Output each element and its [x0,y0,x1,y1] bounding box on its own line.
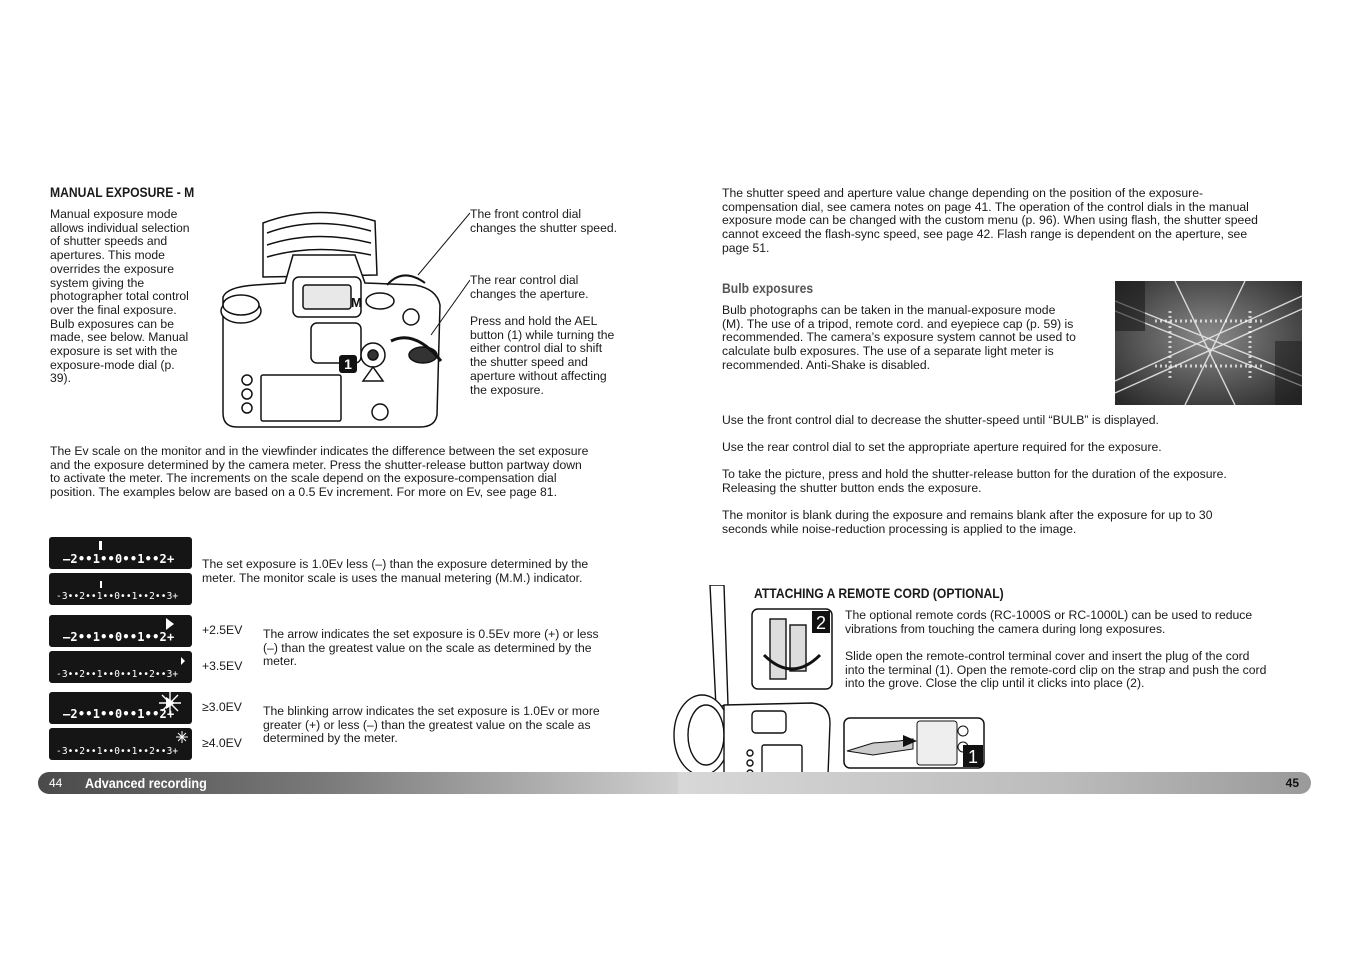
ev-scale-digits: -3••2••1••0••1••2••3+ [56,669,179,680]
ev-scale-paragraph: The Ev scale on the monitor and in the viewfinder indicates the difference between the set exposure and the exposure determined by the camera meter. Press the shutter-release button partway down to activate the meter. The increments on the scale depend on the exposure-compensation dial position. The examples below are based on a 0.5 Ev increment. For more on Ev, see page 81. [50,444,589,500]
viewfinder-ev-scale-arrow [49,615,192,647]
page-number-45: 45 [1285,776,1299,790]
ev-value-label: +2.5EV [202,623,243,637]
example-3-description: The blinking arrow indicates the set exposure is 1.0Ev or more greater (+) or less (–) than the greatest value on the scale as determined by the meter. [263,704,600,746]
bulb-step-2: Use the rear control dial to set the appropriate aperture required for the exposure. [722,440,1162,454]
remote-terminal-inset [843,717,985,769]
step-badge-1: 1 [344,356,352,372]
section-heading-manual-exposure: MANUAL EXPOSURE - M [50,185,195,200]
monitor-ev-scale-blink [49,728,192,760]
mode-letter-m: M [351,295,362,310]
bulb-example-photo [1115,281,1302,405]
page-number-44: 44 [49,776,63,790]
remote-cord-camera-illustration [672,585,842,787]
callout-ael-button: Press and hold the AEL button (1) while turning the either control dial to shift the shutter speed and aperture without affecting the exposure. [470,314,615,397]
remote-cord-paragraph-1: The optional remote cords (RC-1000S or RC-1000L) can be used to reduce vibrations from touching the camera during long exposures. [845,608,1253,636]
step-badge-2: 2 [815,613,827,633]
footer-bar-right [678,772,1311,794]
ev-value-label: ≥3.0EV [202,700,242,714]
exposure-indicator-mark [100,581,102,588]
example-2-description: The arrow indicates the set exposure is 0.5Ev more (+) or less (–) than the greatest value on the scale as determined by the meter. [263,627,599,669]
section-heading-bulb: Bulb exposures [722,281,814,296]
manual-exposure-intro: Manual exposure mode allows individual selection of shutter speeds and apertures. This mode overrides the exposure system giving the photographer total control over the final exposure. Bulb exposures can be made, see below. Manual exposure is set with the exposure-mode dial (p. 39). [50,207,190,386]
example-1-description: The set exposure is 1.0Ev less (–) than the exposure determined by the meter. The monitor scale is uses the manual metering (M.M.) indicator. [202,557,589,585]
blinking-arrow-icon [176,731,188,743]
ev-value-label: +3.5EV [202,659,243,673]
bulb-step-4: The monitor is blank during the exposure and remains blank after the exposure for up to 30 seconds while noise-reduction processing is applied to the image. [722,508,1213,536]
monitor-ev-scale-arrow [49,651,192,683]
section-heading-remote-cord: ATTACHING A REMOTE CORD (OPTIONAL) [754,586,1004,601]
footer-bar-left [38,772,678,794]
ev-scale-digits: –2••1••0••1••2+ [63,707,175,721]
ev-scale-digits: -3••2••1••0••1••2••3+ [56,591,179,602]
ev-scale-digits: –2••1••0••1••2+ [63,552,175,566]
bulb-step-3: To take the picture, press and hold the shutter-release button for the duration of the exposure. Releasing the shutter button ends the exposure. [722,467,1227,495]
bulb-step-1: Use the front control dial to decrease the shutter-speed until “BULB” is displayed. [722,413,1159,427]
callout-front-dial: The front control dial changes the shutter speed. [470,207,618,235]
step-badge-1: 1 [967,747,979,767]
viewfinder-ev-scale-blink [49,692,192,724]
monitor-ev-scale [49,573,192,605]
remote-cord-paragraph-2: Slide open the remote-control terminal cover and insert the plug of the cord into the terminal (1). Open the remote-cord clip on the strap and push the cord into the grove. Close the clip until it clicks into place (2). [845,649,1267,691]
ev-scale-digits: -3••2••1••0••1••2••3+ [56,746,179,757]
exposure-indicator-mark [99,541,102,550]
footer-section-title: Advanced recording [85,775,207,791]
right-intro-paragraph: The shutter speed and aperture value change depending on the position of the exposure- compensation dial, see camera notes on page 41. The operation of the control dials in the manual exposure mode can be changed with the custom menu (p. 96). When using flash, the shutter speed cannot exceed the flash-sync speed, see page 42. Flash range is dependent on the aperture, see page 51. [722,186,1258,255]
callout-rear-dial: The rear control dial changes the aperture. [470,273,589,301]
over-range-arrow-icon [180,657,186,665]
over-range-arrow-icon [165,618,175,630]
viewfinder-ev-scale [49,537,192,569]
ev-value-label: ≥4.0EV [202,736,242,750]
bulb-paragraph: Bulb photographs can be taken in the manual-exposure mode (M). The use of a tripod, remote cord. and eyepiece cap (p. 59) is recommended. The camera’s exposure system cannot be used to calculate bulb exposures. The use of a separate light meter is recommended. Anti-Shake is disabled. [722,303,1076,372]
camera-back-illustration [215,205,470,435]
ev-scale-digits: –2••1••0••1••2+ [63,630,175,644]
